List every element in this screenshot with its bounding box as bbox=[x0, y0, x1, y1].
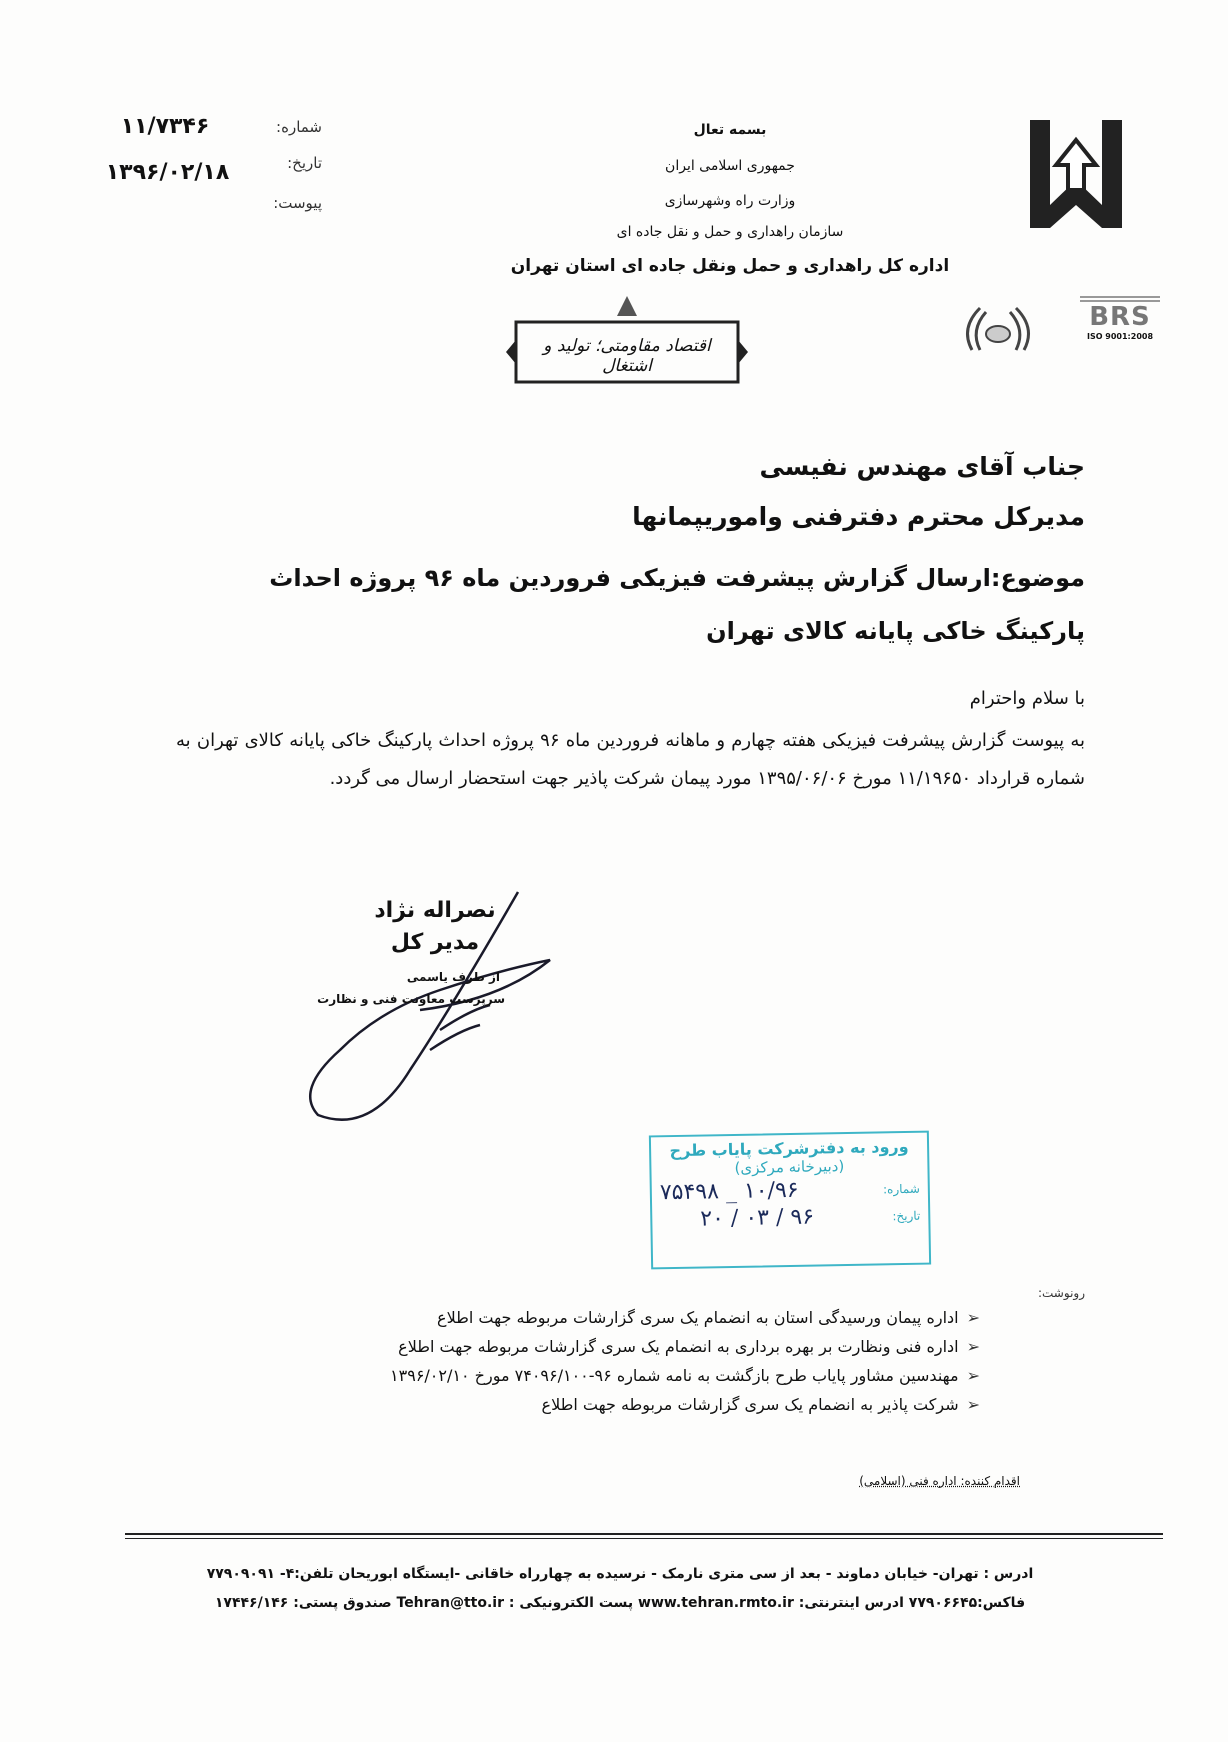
arrow-bullet-icon: ➢ bbox=[966, 1337, 980, 1356]
signer-name: نصراله نژاد bbox=[374, 898, 496, 923]
cc-label: رونوشت: bbox=[1037, 1286, 1085, 1300]
signer-title: مدیر کل bbox=[390, 930, 480, 955]
action-by: اقدام کننده: اداره فنی (اسلامی) bbox=[859, 1474, 1020, 1488]
letter-number-label: شماره: bbox=[276, 118, 322, 136]
cc-item bbox=[300, 1308, 980, 1327]
cc-list bbox=[300, 1308, 980, 1424]
country-name: جمهوری اسلامی ایران bbox=[665, 158, 795, 174]
stamp-line2: (دبیرخانه مرکزی) bbox=[734, 1157, 845, 1177]
letter-number-value: ۱۱/۷۳۴۶ bbox=[120, 114, 210, 139]
basmala: بسمه تعال bbox=[693, 122, 767, 138]
arrow-bullet-icon: ➢ bbox=[966, 1395, 980, 1414]
organization-name: سازمان راهداری و حمل و نقل جاده ای bbox=[616, 224, 844, 240]
body-paragraph: به پیوست گزارش پیشرفت فیزیکی هفته چهارم و ماهانه فروردین ماه ۹۶ پروژه احداث پارکینگ خاکی پایانه کالای تهران به شماره قرارداد ۱۱/۱۹۶۵۰ مورخ ۱۳۹۵/۰۶/۰۶ مورد پیمان شرکت پاذیر جهت استحضار ارسال می گردد. bbox=[176, 730, 1085, 789]
cc-item-text: مهندسین مشاور پایاب طرح بازگشت به نامه شماره ۹۶-۷۴۰۹۶/۱۰۰ مورخ ۱۳۹۶/۰۲/۱۰ bbox=[390, 1366, 959, 1385]
letter-date-value: ۱۳۹۶/۰۲/۱۸ bbox=[105, 160, 230, 185]
greeting: با سلام واحترام bbox=[969, 688, 1085, 709]
letter-subject: موضوع:ارسال گزارش پیشرفت فیزیکی فروردین ماه ۹۶ پروژه احداث پارکینگ خاکی پایانه کالای تهران bbox=[269, 564, 1085, 645]
stamp-date-value: ۹۶ / ۰۳ / ۲۰ bbox=[700, 1204, 815, 1232]
slogan-logo bbox=[502, 292, 752, 390]
received-stamp bbox=[649, 1131, 931, 1270]
stamp-number-value: ۱۰/۹۶ _ ۷۵۴۹۸ bbox=[659, 1177, 799, 1206]
cc-item bbox=[300, 1337, 980, 1356]
department-name: اداره کل راهداری و حمل ونقل جاده ای استان تهران bbox=[510, 256, 950, 276]
footer-contact: فاکس:۷۷۹۰۶۶۴۵ ادرس اینترنتی: www.tehran.rmto.ir پست الکترونیکی : Tehran@tto.ir صندوق پستی: ۱۷۴۴۶/۱۴۶ bbox=[214, 1595, 1026, 1611]
footer-address: ادرس : تهران- خیابان دماوند - بعد از سی متری نارمک - نرسیده به چهارراه خاقانی -ایستگاه ابوریحان تلفن:۴- ۷۷۹۰۹۰۹۱ bbox=[206, 1566, 1034, 1582]
arrow-bullet-icon: ➢ bbox=[966, 1366, 980, 1385]
brs-iso-logo bbox=[1080, 296, 1160, 366]
attachment-label: پیوست: bbox=[273, 194, 322, 212]
slogan-text: اقتصاد مقاومتی؛ تولید و اشتغال bbox=[543, 336, 711, 376]
footer-divider-bottom bbox=[125, 1538, 1163, 1539]
signer-role: سرپرست معاونت فنی و نظارت bbox=[317, 992, 505, 1006]
stamp-number-label: شماره: bbox=[882, 1181, 920, 1196]
recipient-title: مدیرکل محترم دفترفنی واموریپمانها bbox=[632, 502, 1085, 531]
stamp-line1: ورود به دفترشرکت پایاب طرح bbox=[669, 1136, 909, 1161]
cc-item-text: اداره فنی ونظارت بر بهره برداری به انضمام یک سری گزارشات مربوطه جهت اطلاع bbox=[398, 1337, 959, 1356]
recipient-name: جناب آقای مهندس نفیسی bbox=[759, 452, 1085, 481]
cc-item-text: اداره پیمان ورسیدگی استان به انضمام یک سری گزارشات مربوطه جهت اطلاع bbox=[437, 1308, 959, 1327]
emblem-logo bbox=[952, 300, 1044, 356]
ministry-name: وزارت راه وشهرسازی bbox=[664, 193, 796, 209]
cc-item bbox=[300, 1395, 980, 1414]
stamp-date-label: تاریخ: bbox=[892, 1208, 921, 1223]
letter-date-label: تاریخ: bbox=[287, 154, 322, 172]
cc-item bbox=[300, 1366, 980, 1385]
arrow-bullet-icon: ➢ bbox=[966, 1308, 980, 1327]
iso-label: ISO 9001:2008 bbox=[1086, 332, 1154, 341]
signer-on-behalf: از طرف یاسمی bbox=[406, 970, 500, 984]
signature-block bbox=[300, 890, 570, 1130]
footer-divider-top bbox=[125, 1533, 1163, 1535]
cc-item-text: شرکت پاذیر به انضمام یک سری گزارشات مربوطه جهت اطلاع bbox=[541, 1395, 959, 1414]
brs-mark: BRS bbox=[1080, 296, 1160, 332]
